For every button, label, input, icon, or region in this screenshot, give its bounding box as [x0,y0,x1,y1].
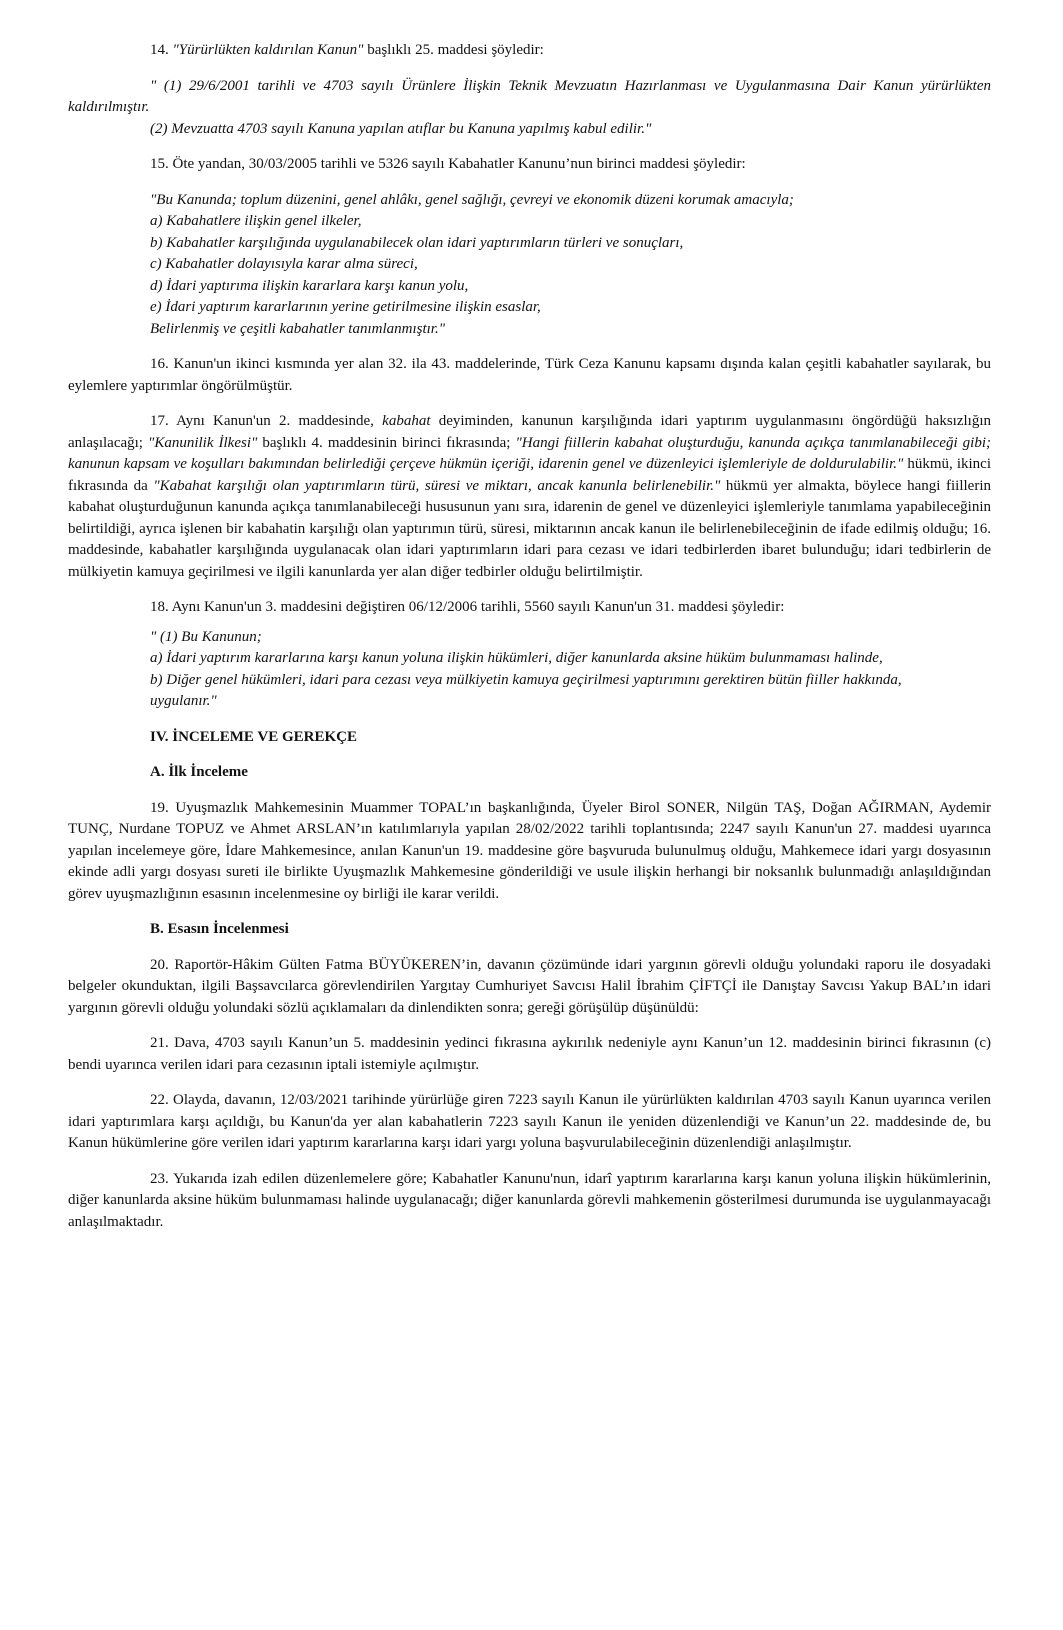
quote-line: b) Diğer genel hükümleri, idari para cezası veya mülkiyetin kamuya geçirilmesi yaptırımını gerektiren bütün fiiller hakkında, [150,671,902,688]
paragraph-20: 20. Raportör-Hâkim Gülten Fatma BÜYÜKEREN’in, davanın çözümünde idari yargının görevli olduğu yolundaki raporu ile dosyadaki belgeler okunduktan, ilgili Başsavcılarca görevlendirilen Yargıtay Cumhuriyet Savcısı Halil İbrahim ÇİFTÇİ ile Danıştay Savcısı Yakup BAL’ın idari yargının görevli olduğu yolundaki sözlü açıklamaları da dinlendikten sonra; gereği görüşülüp düşünüldü: [68,956,991,1016]
section-heading: IV. İNCELEME VE GEREKÇE [150,728,357,745]
quote-line: "Bu Kanunda; toplum düzenini, genel ahlâkı, genel sağlığı, çevreyi ve ekonomik düzeni korumak amacıyla; [150,191,794,208]
paragraph-17: 17. Aynı Kanun'un 2. maddesinde, kabahat deyiminden, kanunun karşılığında idari yaptırım uygulanmasını öngördüğü haksızlığın anlaşılacağı; "Kanunilik İlkesi" başlıklı 4. maddesinin birinci fıkrasında; "Hangi fiillerin kabahat oluşturduğu, kanunda açıkça tanımlanabileceği gibi; kanunun kapsam ve koşulları bakımından belirlediği çerçeve hükmün içeriği, idarenin genel ve düzenleyici işlemleriyle de doldurulabilir." hükmü, ikinci fıkrasında da "Kabahat karşılığı olan yaptırımların türü, süresi ve miktarı, ancak kanunla belirlenebilir." hükmü yer almakta, böylece hangi fiillerin kabahat oluşturduğunun kanunda açıkça tanımlanabileceği hususunun yanı sıra, idarenin de genel ve düzenleyici işlemleriyle tanımlama yapabileceğinin belirtildiği, ayrıca işlenen bir kabahatin karşılığı olan yaptırımın türü, süresi, miktarının ancak kanun ile belirlenebileceğinin de ifade edilmiş olduğu; 16. maddesinde, kabahatler karşılığında uygulanacak olan idari yaptırımların idari para cezası ve idari tedbirlerden ibaret bulunduğu; idari tedbirlerin de mülkiyetin kamuya geçirilmesi ve ilgili kanunlarda yer alan diğer tedbirler olduğu belirtilmiştir. [68,413,991,580]
paragraph-21: 21. Dava, 4703 sayılı Kanun’un 5. maddesinin yedinci fıkrasına aykırılık nedeniyle aynı Kanun’un 12. maddesinin birinci fıkrasının (c) bendi uyarınca verilen idari para cezasının iptali istemiyle açılmıştır. [68,1035,991,1073]
quote-line: d) İdari yaptırıma ilişkin kararlara karşı kanun yolu, [150,277,469,294]
quote-line: b) Kabahatler karşılığında uygulanabilecek olan idari yaptırımların türleri ve sonuçları, [150,234,684,251]
paragraph-16: 16. Kanun'un ikinci kısmında yer alan 32. ila 43. maddelerinde, Türk Ceza Kanunu kapsamı dışında kalan çeşitli kabahatler sayılarak, bu eylemlere yaptırımlar öngörülmüştür. [68,356,991,394]
paragraph-19: 19. Uyuşmazlık Mahkemesinin Muammer TOPAL’ın başkanlığında, Üyeler Birol SONER, Nilgün TAŞ, Doğan AĞIRMAN, Aydemir TUNÇ, Nurdane TOPUZ ve Ahmet ARSLAN’ın katılımlarıyla yapılan 28/02/2022 tarihli toplantısında; 2247 sayılı Kanun'un 27. maddesi uyarınca yapılan incelemeye göre, İdare Mahkemesince, anılan Kanun'un 19. maddesine göre başvuruda bulunulmuş olduğu, Mahkemece idari yargı dosyasının ekinde adli yargı dosyası sureti ile birlikte Uyuşmazlık Mahkemesine gönderildiği ve usule ilişkin herhangi bir noksanlık bulunmadığı anlaşıldığından görev uyuşmazlığının esasının incelenmesine oy birliği ile karar verildi. [68,799,991,902]
paragraph-14 [68,40,991,62]
quote-line: " (1) 29/6/2001 tarihli ve 4703 sayılı Ürünlere İlişkin Teknik Mevzuatın Hazırlanması ve Uygulanmasına Dair Kanun yürürlükten kaldırılmıştır. [68,77,991,115]
quote-line: Belirlenmiş ve çeşitli kabahatler tanımlanmıştır." [150,320,446,337]
paragraph-22: 22. Olayda, davanın, 12/03/2021 tarihinde yürürlüğe giren 7223 sayılı Kanun ile yürürlükten kaldırılan 4703 sayılı Kanun uyarınca verilen idari yaptırımlara karşı açıldığı, bu Kanun'da yer alan kabahatlerin 7223 sayılı Kanun ile yeniden düzenlendiği ve Kanun’un 22. maddesinde de, bu Kanun hükümlerine göre verilen idari yaptırım kararlarına karşı idari yargı yoluna başvurulabileceğinin düzenlendiği anlaşılmıştır. [68,1092,991,1151]
paragraph-23: 23. Yukarıda izah edilen düzenlemelere göre; Kabahatler Kanunu'nun, idarî yaptırım kararlarına karşı kanun yoluna ilişkin hükümlerinin, diğer kanunlarda aksine hüküm bulunmaması halinde uygulanacağı; diğer kanunlarda görevli mahkemenin gösterilmesi durumunda ise uygulanmayacağı anlaşılmaktadır. [68,1170,991,1230]
paragraph-15: 15. Öte yandan, 30/03/2005 tarihli ve 5326 sayılı Kabahatler Kanunu’nun birinci maddesi şöyledir: [150,156,746,172]
quote-line: a) Kabahatlere ilişkin genel ilkeler, [150,213,362,229]
para-text: başlıklı 25. maddesi şöyledir: [363,42,544,58]
para-number: 14. [150,42,173,58]
quote-line: " (1) Bu Kanunun; [150,628,262,645]
quote-line: uygulanır." [150,693,217,709]
subsection-heading: A. İlk İnceleme [150,764,248,780]
italic-title: "Yürürlükten kaldırılan Kanun" [172,42,364,58]
quote-line: c) Kabahatler dolayısıyla karar alma süreci, [150,256,418,272]
quote-line: e) İdari yaptırım kararlarının yerine getirilmesine ilişkin esaslar, [150,299,541,315]
quote-line: a) İdari yaptırım kararlarına karşı kanun yoluna ilişkin hükümleri, diğer kanunlarda aksine hüküm bulunmaması halinde, [150,650,883,666]
document-page [68,40,991,1233]
subsection-heading: B. Esasın İncelenmesi [150,921,289,937]
quote-line: (2) Mevzuatta 4703 sayılı Kanuna yapılan atıflar bu Kanuna yapılmış kabul edilir." [150,120,652,137]
paragraph-18: 18. Aynı Kanun'un 3. maddesini değiştiren 06/12/2006 tarihli, 5560 sayılı Kanun'un 31. maddesi şöyledir: [150,599,785,615]
